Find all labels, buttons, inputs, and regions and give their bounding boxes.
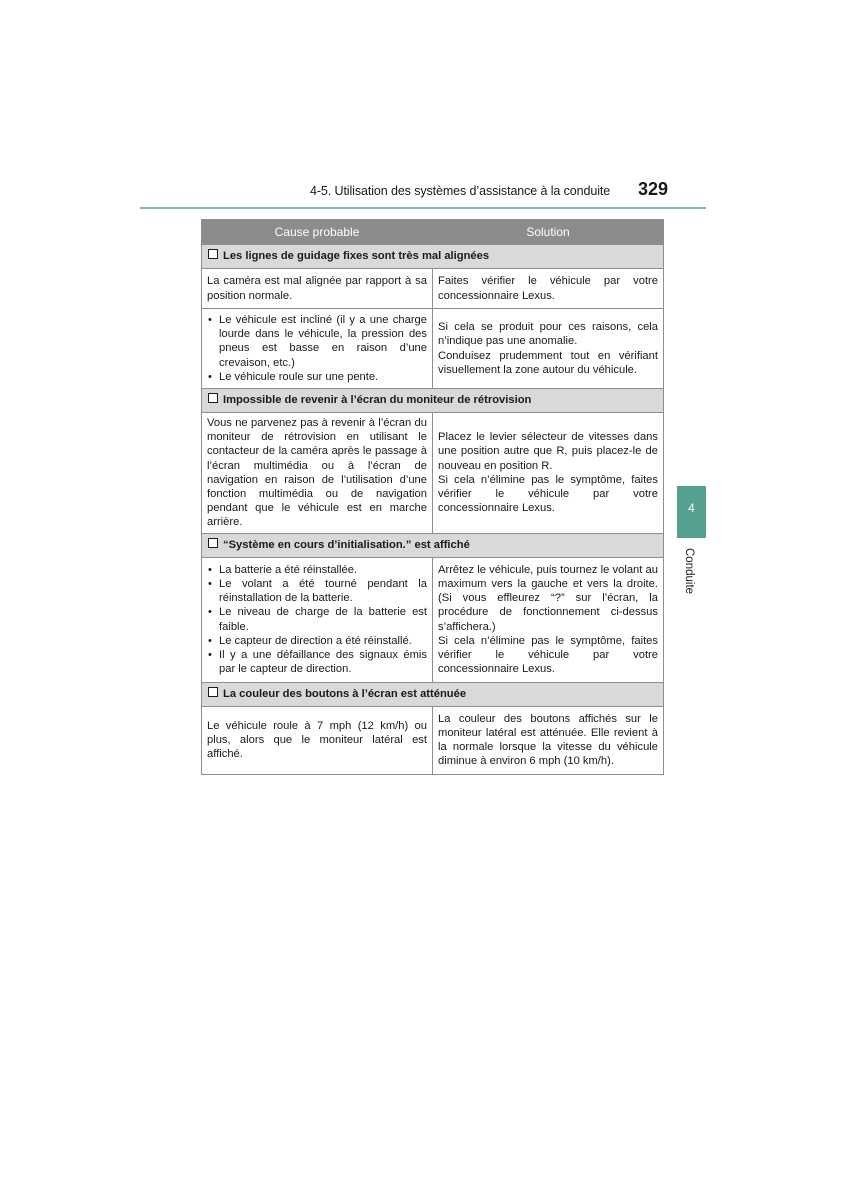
solution-line: Faites vérifier le véhicule par votre concessionnaire Lexus. bbox=[438, 275, 658, 302]
solution-cell bbox=[433, 413, 664, 534]
column-header-cause: Cause probable bbox=[202, 220, 433, 245]
section-row bbox=[202, 533, 664, 557]
checkbox-square-icon bbox=[208, 393, 218, 403]
checkbox-square-icon bbox=[208, 687, 218, 697]
section-heading bbox=[202, 389, 664, 413]
section-row bbox=[202, 245, 664, 269]
table-row bbox=[202, 557, 664, 682]
column-header-solution: Solution bbox=[433, 220, 664, 245]
section-heading bbox=[202, 682, 664, 706]
cause-bullet-list bbox=[207, 563, 427, 677]
table-row bbox=[202, 706, 664, 774]
section-title-text: La couleur des boutons à l’écran est atténuée bbox=[223, 688, 467, 701]
section-heading bbox=[202, 533, 664, 557]
list-item: • Le véhicule est incliné (il y a une charge lourde dans le véhicule, la pression des pneus est basse en raison d’une crevaison, etc.) bbox=[207, 313, 427, 370]
checkbox-square-icon bbox=[208, 538, 218, 548]
table-row bbox=[202, 269, 664, 309]
section-heading bbox=[202, 245, 664, 269]
list-item: • La batterie a été réinstallée. bbox=[207, 563, 427, 577]
table-row bbox=[202, 309, 664, 389]
section-title: 4-5. Utilisation des systèmes d’assistance à la conduite bbox=[310, 184, 611, 198]
solution-line: Arrêtez le véhicule, puis tournez le volant au maximum vers la gauche et vers la droite. (Si vous effleurez “?” sur l’écran, la procédure de fonctionnement ci-dessus s’affichera.) bbox=[438, 563, 658, 633]
cause-cell bbox=[202, 309, 433, 389]
list-item: • Le véhicule roule sur une pente. bbox=[207, 370, 427, 384]
cause-cell: Le véhicule roule à 7 mph (12 km/h) ou plus, alors que le moniteur latéral est affiché. bbox=[202, 706, 433, 774]
section-title-text: Les lignes de guidage fixes sont très mal alignées bbox=[223, 250, 490, 263]
solution-cell bbox=[433, 269, 664, 309]
solution-line: Placez le levier sélecteur de vitesses dans une position autre que R, puis placez-le de nouveau en position R. bbox=[438, 431, 658, 472]
solution-line: Si cela n’élimine pas le symptôme, faites vérifier le véhicule par votre concessionnaire Lexus. bbox=[438, 634, 658, 676]
chapter-tab[interactable] bbox=[677, 486, 706, 538]
list-item: • Le volant a été tourné pendant la réinstallation de la batterie. bbox=[207, 577, 427, 605]
cause-bullet-list bbox=[207, 313, 427, 384]
solution-cell bbox=[433, 557, 664, 682]
cause-cell: Vous ne parvenez pas à revenir à l’écran du moniteur de rétrovision en utilisant le contacteur de la caméra après le passage à l’écran multimédia ou à l’écran de navigation en raison de l’utilisation d’une fonction multimédia ou de navigation pendant que le véhicule est en marche arrière. bbox=[202, 413, 433, 534]
checkbox-square-icon bbox=[208, 249, 218, 259]
page-number: 329 bbox=[638, 179, 669, 199]
section-row bbox=[202, 389, 664, 413]
list-item: • Le capteur de direction a été réinstallé. bbox=[207, 634, 427, 648]
header-divider bbox=[140, 207, 706, 209]
table-header-row bbox=[202, 220, 664, 245]
solution-cell bbox=[433, 706, 664, 774]
troubleshooting-table bbox=[201, 219, 664, 775]
solution-line: La couleur des boutons affichés sur le moniteur latéral est atténuée. Elle revient à la normale lorsque la vitesse du véhicule diminue à environ 6 mph (10 km/h). bbox=[438, 712, 658, 768]
section-row bbox=[202, 682, 664, 706]
cause-cell: La caméra est mal alignée par rapport à sa position normale. bbox=[202, 269, 433, 309]
chapter-label: Conduite bbox=[683, 548, 695, 595]
solution-line: Conduisez prudemment tout en vérifiant visuellement la zone autour du véhicule. bbox=[438, 349, 658, 376]
solution-line: Si cela se produit pour ces raisons, cela n’indique pas une anomalie. bbox=[438, 321, 658, 348]
cause-cell bbox=[202, 557, 433, 682]
chapter-number: 4 bbox=[688, 501, 695, 515]
section-title-text: Impossible de revenir à l’écran du moniteur de rétrovision bbox=[223, 394, 532, 407]
list-item: • Il y a une défaillance des signaux émis par le capteur de direction. bbox=[207, 648, 427, 676]
table-row bbox=[202, 413, 664, 534]
solution-line: Si cela n’élimine pas le symptôme, faites vérifier le véhicule par votre concessionnaire Lexus. bbox=[438, 473, 658, 515]
solution-cell bbox=[433, 309, 664, 389]
list-item: • Le niveau de charge de la batterie est faible. bbox=[207, 605, 427, 633]
section-title-text: “Système en cours d’initialisation.” est affiché bbox=[223, 539, 470, 552]
